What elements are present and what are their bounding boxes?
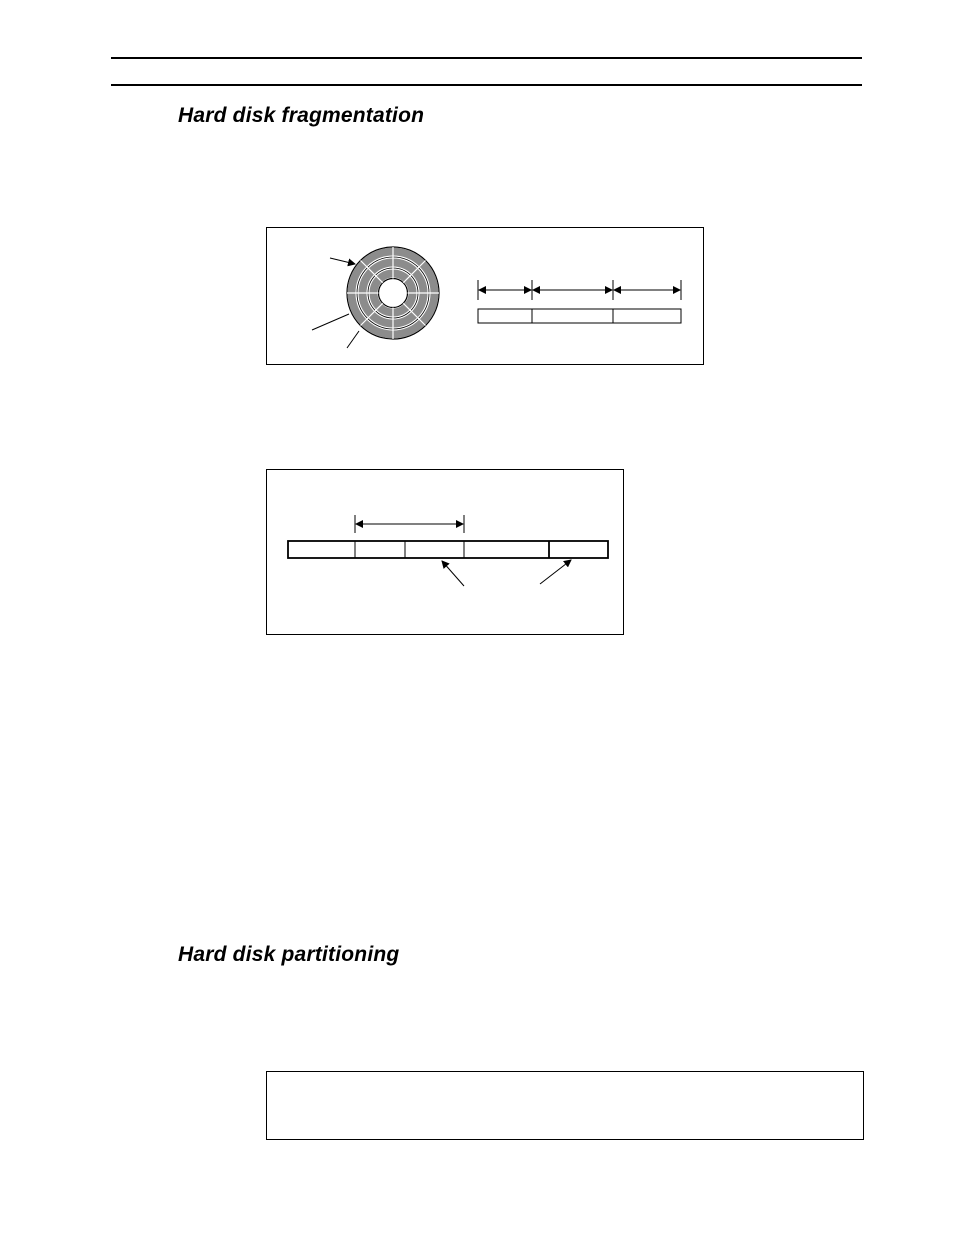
disk-tracks-diagram bbox=[267, 228, 705, 366]
fragment-dimension bbox=[355, 515, 464, 533]
section-heading-partitioning: Hard disk partitioning bbox=[178, 943, 400, 966]
section-heading-fragmentation: Hard disk fragmentation bbox=[178, 104, 425, 127]
disk-platter bbox=[347, 247, 439, 339]
free-space-pointer-arrow bbox=[540, 560, 571, 584]
cluster-pointer-line bbox=[347, 331, 359, 348]
fragmented-file-diagram bbox=[267, 470, 625, 636]
figure-fragmented-file bbox=[266, 469, 624, 635]
fragmented-file-bar bbox=[288, 541, 608, 558]
header-rule-bottom bbox=[111, 84, 862, 86]
segment-dimension-lines bbox=[478, 280, 681, 300]
figure-disk-tracks bbox=[266, 227, 704, 365]
note-box bbox=[266, 1071, 864, 1140]
fragment-pointer-arrow bbox=[442, 561, 464, 586]
sector-pointer-line bbox=[312, 314, 349, 330]
header-rule-top bbox=[111, 57, 862, 59]
track-pointer-arrow bbox=[330, 258, 355, 264]
contiguous-file-bar bbox=[478, 309, 681, 323]
